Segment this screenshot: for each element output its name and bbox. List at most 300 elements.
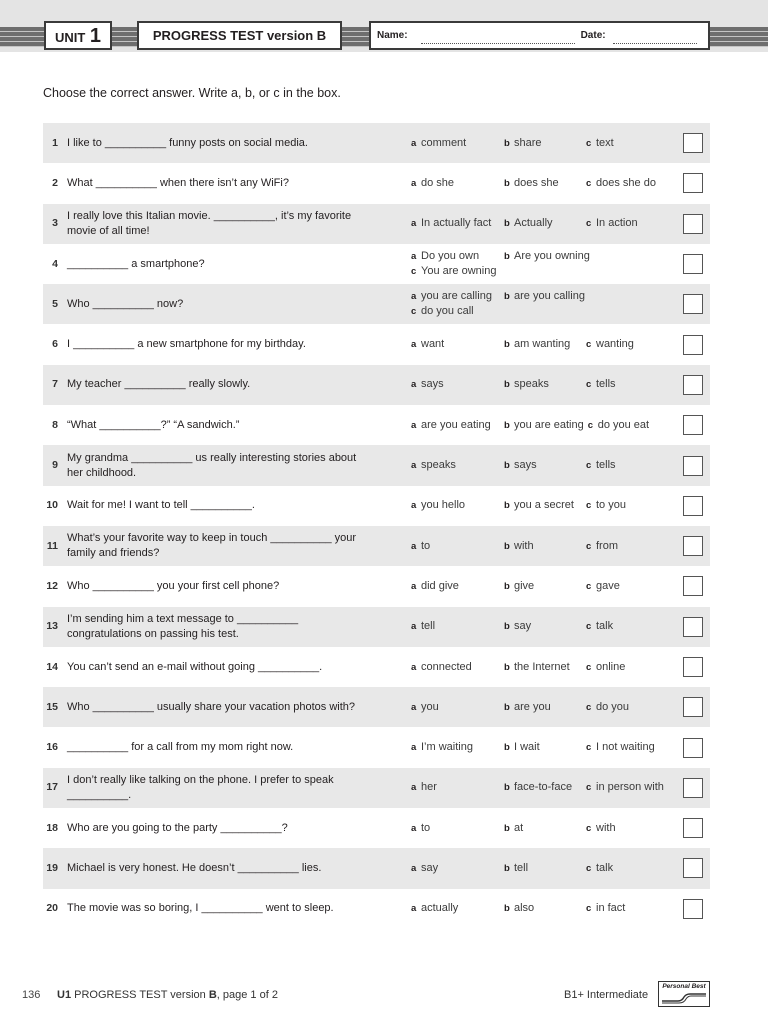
test-title: PROGRESS TEST version B [152, 28, 327, 43]
question-row [43, 607, 710, 647]
option-letter: c [586, 862, 592, 874]
option-letter: a [411, 580, 417, 592]
option-letter: b [504, 218, 510, 230]
option-text: speaks [421, 459, 456, 472]
option-b [504, 249, 594, 264]
option-b [504, 740, 586, 755]
option-b [504, 619, 586, 634]
option-text: do you eat [597, 418, 650, 431]
option-b [504, 377, 586, 392]
option-letter: c [586, 137, 592, 149]
option-letter: b [504, 177, 510, 189]
option-letter: c [586, 540, 592, 552]
option-text: In action [596, 217, 638, 230]
option-b [504, 821, 586, 836]
option-a [411, 136, 504, 151]
option-c [411, 304, 683, 319]
question-number: 10 [46, 499, 58, 512]
option-letter: b [504, 701, 510, 713]
question-text: The movie was so boring, I __________ went to sleep. [67, 902, 334, 915]
unit-number: 1 [89, 24, 101, 47]
option-b [504, 216, 586, 231]
option-letter: b [504, 379, 510, 391]
question-text: Michael is very honest. He doesn’t __________ lies. [67, 861, 322, 874]
option-letter: a [411, 862, 417, 874]
answer-box[interactable] [683, 294, 703, 314]
answer-box[interactable] [683, 617, 703, 637]
option-text: are you [514, 700, 551, 713]
question-number: 17 [46, 781, 58, 794]
answer-box[interactable] [683, 375, 703, 395]
answer-box[interactable] [683, 536, 703, 556]
question-text: My teacher __________ really slowly. [67, 378, 251, 391]
answer-box[interactable] [683, 133, 703, 153]
option-text: are you calling [514, 290, 585, 303]
option-b [504, 458, 586, 473]
answer-box[interactable] [683, 576, 703, 596]
option-text: tell [421, 620, 436, 633]
option-letter: c [587, 419, 594, 431]
course-level: B1+ Intermediate [564, 989, 649, 1001]
question-row [43, 365, 710, 405]
question-row [43, 486, 710, 526]
question-row [43, 727, 710, 767]
option-text: also [514, 902, 535, 915]
instructions: Choose the correct answer. Write a, b, or c in the box. [43, 86, 341, 100]
question-number: 20 [46, 902, 58, 915]
option-c [586, 861, 617, 876]
name-field[interactable] [421, 33, 575, 44]
option-text: face-to-face [514, 781, 573, 794]
option-text: you a secret [514, 499, 574, 512]
date-field[interactable] [613, 33, 697, 44]
question-row [43, 244, 710, 284]
option-b [504, 337, 586, 352]
option-c [586, 821, 620, 836]
option-letter: b [504, 500, 510, 512]
option-b [504, 289, 589, 304]
option-a [411, 740, 504, 755]
answer-options [411, 780, 683, 795]
answer-box[interactable] [683, 496, 703, 516]
option-a [411, 660, 504, 675]
option-letter: b [504, 822, 510, 834]
question-row [43, 687, 710, 727]
option-text: are you eating [421, 418, 491, 431]
option-letter: c [411, 266, 417, 278]
option-text: you hello [421, 499, 466, 512]
option-text: gave [596, 579, 620, 592]
question-number: 1 [52, 136, 58, 149]
option-b [504, 176, 586, 191]
option-a [411, 289, 504, 304]
option-letter: b [504, 137, 510, 149]
option-letter: a [411, 291, 417, 303]
answer-box[interactable] [683, 254, 703, 274]
question-number: 2 [52, 176, 58, 189]
option-c [586, 176, 660, 191]
option-b [504, 498, 586, 513]
question-row [43, 163, 710, 203]
question-number: 12 [46, 579, 58, 592]
option-text: In actually fact [421, 217, 492, 230]
footer-version: B [208, 989, 217, 1001]
option-text: you are calling [421, 290, 492, 303]
question-text: “What __________?” “A sandwich.” [67, 418, 240, 431]
option-c [586, 136, 618, 151]
option-text: tell [514, 861, 529, 874]
answer-options [411, 740, 683, 755]
option-text: her [421, 781, 437, 794]
question-number: 19 [46, 861, 58, 874]
option-letter: c [586, 379, 592, 391]
unit-label: UNIT [55, 29, 86, 45]
option-text: actually [421, 902, 459, 915]
option-c [586, 579, 624, 594]
answer-box[interactable] [683, 456, 703, 476]
option-text: wanting [596, 338, 634, 351]
answer-options [411, 458, 683, 473]
answer-options [411, 660, 683, 675]
option-letter: b [504, 419, 510, 431]
option-text: do you call [421, 305, 474, 318]
option-text: online [596, 660, 626, 673]
answer-options [411, 861, 683, 876]
unit-heading [55, 26, 101, 46]
option-text: to [421, 539, 431, 552]
option-letter: c [586, 218, 592, 230]
answer-box[interactable] [683, 657, 703, 677]
question-number: 8 [52, 418, 58, 431]
answer-box[interactable] [683, 738, 703, 758]
option-text: tells [596, 459, 616, 472]
answer-options [411, 136, 683, 151]
option-b [504, 579, 586, 594]
question-number: 15 [46, 700, 58, 713]
question-text: __________ for a call from my mom right now. [67, 741, 294, 754]
question-number: 11 [46, 539, 58, 552]
option-letter: a [411, 137, 417, 149]
option-letter: a [411, 460, 417, 472]
option-b [504, 539, 586, 554]
answer-box[interactable] [683, 899, 703, 919]
footer-unit: U1 [57, 989, 72, 1001]
option-a [411, 377, 504, 392]
option-text: give [514, 579, 535, 592]
option-letter: c [586, 621, 592, 633]
option-text: I wait [514, 741, 540, 754]
question-number: 18 [46, 821, 58, 834]
answer-box[interactable] [683, 697, 703, 717]
option-c [411, 264, 683, 279]
answer-options [411, 901, 683, 916]
option-text: I not waiting [596, 741, 655, 754]
answer-box[interactable] [683, 778, 703, 798]
option-letter: a [411, 218, 417, 230]
option-c [586, 539, 622, 554]
option-text: I’m waiting [421, 741, 473, 754]
option-text: you [421, 700, 439, 713]
option-a [411, 619, 504, 634]
answer-options [411, 216, 683, 231]
option-text: with [596, 821, 616, 834]
option-letter: b [504, 580, 510, 592]
answer-options [411, 539, 683, 554]
question-text: I really love this Italian movie. __________, it’s my favorite movie of all time! [67, 209, 352, 237]
option-c [586, 700, 633, 715]
question-row [43, 405, 710, 445]
option-letter: c [586, 177, 592, 189]
answer-options [411, 498, 683, 513]
option-text: at [514, 821, 524, 834]
option-letter: b [504, 903, 510, 915]
question-text: I like to __________ funny posts on social media. [67, 136, 308, 149]
option-a [411, 780, 504, 795]
option-a [411, 176, 504, 191]
option-letter: a [411, 540, 417, 552]
option-b [504, 780, 586, 795]
option-text: do you [596, 700, 630, 713]
question-row [43, 566, 710, 606]
question-number: 6 [52, 338, 58, 351]
answer-options [411, 249, 683, 279]
footer-page-text: , page 1 of 2 [216, 989, 278, 1001]
answer-options [411, 821, 683, 836]
answer-options [411, 289, 683, 319]
test-title-box [137, 21, 342, 50]
page-number: 136 [22, 989, 41, 1001]
option-c [586, 377, 620, 392]
option-text: talk [596, 861, 614, 874]
question-number: 16 [46, 741, 58, 754]
answer-options [411, 337, 683, 352]
option-letter: b [504, 782, 510, 794]
question-text: What’s your favorite way to keep in touch __________ your family and friends? [67, 532, 357, 560]
option-letter: a [411, 251, 417, 263]
question-row [43, 123, 710, 163]
question-text: Who are you going to the party __________? [67, 821, 288, 834]
option-c [586, 498, 630, 513]
answer-box[interactable] [683, 818, 703, 838]
question-row [43, 889, 710, 929]
option-text: want [421, 338, 445, 351]
option-text: say [421, 861, 439, 874]
personal-best-logo [658, 981, 710, 1007]
question-text: __________ a smartphone? [67, 257, 205, 270]
unit-box [44, 21, 112, 50]
question-text: Who __________ now? [67, 297, 184, 310]
option-c [586, 337, 638, 352]
answer-options [411, 176, 683, 191]
option-a [411, 579, 504, 594]
option-letter: c [586, 822, 592, 834]
question-number: 4 [52, 257, 58, 270]
option-a [411, 216, 504, 231]
option-letter: b [504, 661, 510, 673]
footer-test-title [57, 988, 278, 1002]
option-letter: c [586, 580, 592, 592]
option-letter: b [504, 862, 510, 874]
question-number: 9 [52, 459, 58, 472]
question-row [43, 324, 710, 364]
answer-box[interactable] [683, 214, 703, 234]
option-letter: b [504, 291, 510, 303]
option-letter: b [504, 742, 510, 754]
answer-options [411, 418, 683, 433]
question-number: 3 [52, 217, 58, 230]
option-text: in fact [596, 902, 626, 915]
option-text: did give [421, 579, 459, 592]
question-text: I __________ a new smartphone for my birthday. [67, 338, 306, 351]
option-text: does she [514, 176, 559, 189]
option-letter: a [411, 500, 417, 512]
option-a [411, 861, 504, 876]
option-c [586, 458, 620, 473]
question-row [43, 526, 710, 566]
option-letter: c [586, 339, 592, 351]
option-letter: c [586, 701, 592, 713]
question-list [43, 123, 710, 929]
date-label: Date: [580, 30, 606, 41]
question-text: Wait for me! I want to tell __________. [67, 499, 255, 512]
option-b [504, 901, 586, 916]
option-letter: a [411, 419, 417, 431]
option-text: Do you own [421, 250, 480, 263]
option-c [586, 619, 617, 634]
option-text: am wanting [514, 338, 571, 351]
option-text: Are you owning [514, 250, 590, 263]
answer-box[interactable] [683, 858, 703, 878]
option-text: say [514, 620, 532, 633]
question-text: You can’t send an e-mail without going __________. [67, 660, 323, 673]
option-letter: b [504, 339, 510, 351]
option-letter: c [586, 500, 592, 512]
question-text: I don’t really like talking on the phone. I prefer to speak __________. [67, 773, 334, 801]
logo-text: Personal Best [662, 983, 706, 990]
option-a [411, 539, 504, 554]
question-text: I’m sending him a text message to __________ congratulations on passing his test. [67, 612, 299, 640]
question-number: 13 [46, 620, 58, 633]
option-letter: a [411, 379, 417, 391]
option-a [411, 458, 504, 473]
question-text: What __________ when there isn’t any WiFi? [67, 176, 289, 189]
option-b [504, 136, 586, 151]
question-row [43, 848, 710, 888]
name-label: Name: [377, 30, 408, 41]
option-a [411, 418, 504, 433]
option-letter: c [586, 742, 592, 754]
question-row [43, 768, 710, 808]
option-c [586, 901, 629, 916]
name-date-box [369, 21, 710, 50]
question-number: 7 [52, 378, 58, 391]
option-text: tells [596, 378, 616, 391]
question-number: 14 [46, 660, 58, 673]
question-number: 5 [52, 297, 58, 310]
question-text: Who __________ you your first cell phone? [67, 579, 280, 592]
option-b [504, 861, 586, 876]
option-text: Actually [514, 217, 553, 230]
option-letter: b [504, 460, 510, 472]
footer-title-text: PROGRESS TEST version [74, 989, 206, 1001]
option-c [586, 660, 629, 675]
question-row [43, 284, 710, 324]
option-letter: b [504, 251, 510, 263]
question-row [43, 647, 710, 687]
option-text: says [421, 378, 444, 391]
option-letter: a [411, 742, 417, 754]
option-text: says [514, 459, 537, 472]
option-text: share [514, 136, 542, 149]
question-row [43, 445, 710, 485]
option-c [586, 216, 642, 231]
option-a [411, 700, 504, 715]
answer-options [411, 579, 683, 594]
option-letter: a [411, 701, 417, 713]
option-text: does she do [596, 176, 656, 189]
option-letter: a [411, 822, 417, 834]
question-text: Who __________ usually share your vacation photos with? [67, 700, 356, 713]
answer-options [411, 377, 683, 392]
answer-box[interactable] [683, 415, 703, 435]
option-letter: c [411, 306, 417, 318]
option-text: from [596, 539, 618, 552]
option-text: speaks [514, 378, 549, 391]
option-b [504, 418, 588, 433]
option-text: to [421, 821, 431, 834]
option-text: do she [421, 176, 455, 189]
option-a [411, 249, 504, 264]
option-letter: b [504, 621, 510, 633]
option-letter: c [586, 782, 592, 794]
option-text: connected [421, 660, 472, 673]
answer-options [411, 700, 683, 715]
option-letter: a [411, 903, 417, 915]
option-letter: a [411, 177, 417, 189]
option-text: You are owning [421, 265, 497, 278]
option-text: talk [596, 620, 614, 633]
option-text: you are eating [514, 418, 584, 431]
option-a [411, 901, 504, 916]
answer-box[interactable] [683, 173, 703, 193]
option-letter: a [411, 621, 417, 633]
option-c [588, 418, 653, 433]
option-letter: c [586, 661, 592, 673]
option-text: the Internet [514, 660, 570, 673]
option-letter: a [411, 661, 417, 673]
question-row [43, 204, 710, 244]
option-letter: c [586, 903, 592, 915]
option-text: in person with [596, 781, 664, 794]
option-text: text [596, 136, 614, 149]
option-a [411, 821, 504, 836]
option-letter: c [586, 460, 592, 472]
option-a [411, 337, 504, 352]
option-letter: b [504, 540, 510, 552]
option-a [411, 498, 504, 513]
answer-box[interactable] [683, 335, 703, 355]
answer-options [411, 619, 683, 634]
option-letter: a [411, 339, 417, 351]
option-text: with [514, 539, 534, 552]
option-text: comment [421, 136, 467, 149]
question-row [43, 808, 710, 848]
question-text: My grandma __________ us really interesting stories about her childhood. [67, 451, 357, 479]
option-b [504, 700, 586, 715]
option-text: to you [596, 499, 626, 512]
option-b [504, 660, 586, 675]
option-c [586, 780, 668, 795]
